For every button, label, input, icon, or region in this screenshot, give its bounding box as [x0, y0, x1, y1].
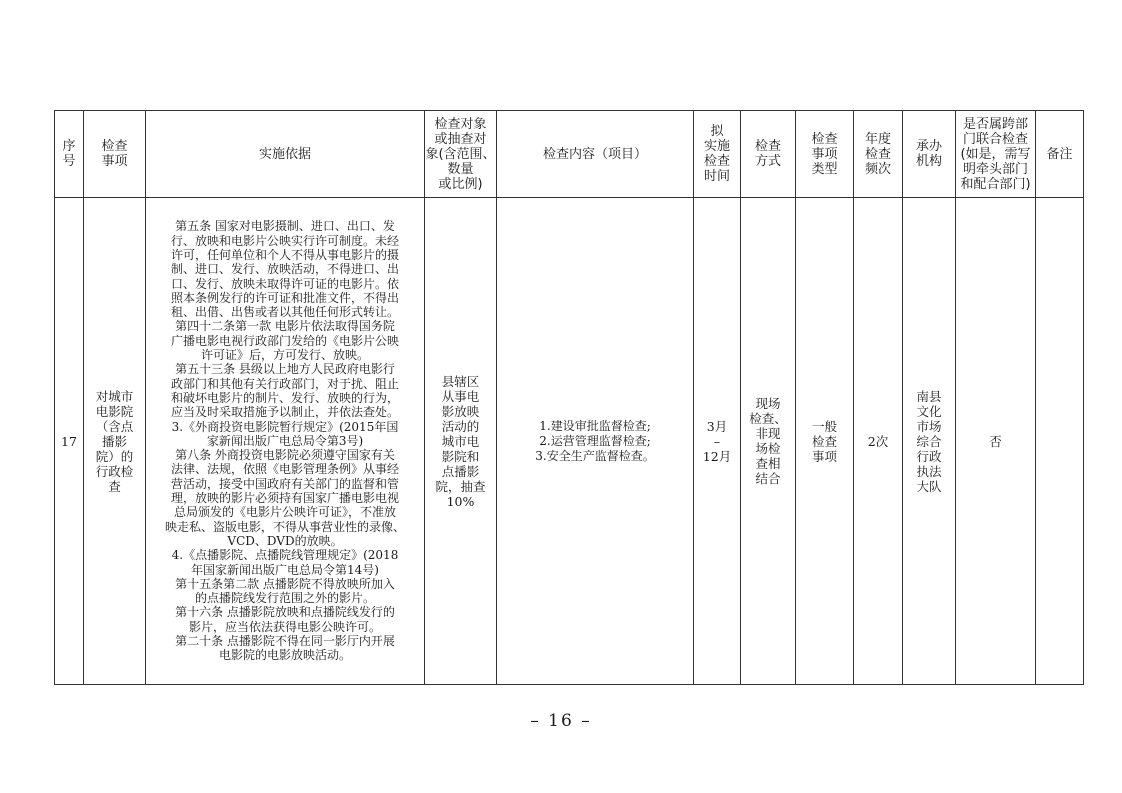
inspection-table	[54, 110, 1084, 685]
basis-paragraph: 4.《点播影院、点播院线管理规定》(2018 年国家新闻出版广电总局令第14号)	[171, 548, 399, 577]
cell-time: 3月 – 12月	[694, 198, 741, 685]
cell-type: 一般 检查 事项	[796, 198, 854, 685]
cell-target: 县辖区 从事电 影放映 活动的 城市电 影院和 点播影 院，抽查 10%	[425, 198, 497, 685]
basis-paragraph: 第八条 外商投资电影院必须遵守国家有关 法律、法规，依照《电影管理条例》从事经 营活动，接受中国政府有关部门的监督和管 理，放映的影片必须持有国家广播电影电视 总局颁发的《电影片公映许可证》，不准放 映走私、盗版电影，不得从事营业性的录像、 VCD、DVD的放映。	[164, 448, 405, 548]
cell-org: 南县 文化 市场 综合 行政 执法 大队	[903, 198, 956, 685]
cell-basis	[146, 198, 425, 685]
basis-paragraph: 第五条 国家对电影摄制、进口、出口、发 行、放映和电影片公映实行许可制度。未经 许可，任何单位和个人不得从事电影片的摄 制、进口、发行、放映活动，不得进口、出 口、发行、放映未取得许可证的电影片。依 照本条例发行的许可证和批准文件，不得出 租、出借、出售或者以其他任何形式转让。	[170, 219, 399, 320]
cell-cross: 否	[956, 198, 1036, 685]
header-type: 检查 事项 类型	[796, 111, 854, 198]
header-target: 检查对象 或抽查对 象(含范围、 数量 或比例)	[425, 111, 497, 198]
table-row	[55, 198, 1084, 685]
basis-paragraph: 第十五条第二款 点播影院不得放映所加入 的点播院线发行范围之外的影片。	[175, 576, 395, 606]
header-time: 拟 实施 检查 时间	[694, 111, 741, 198]
basis-paragraph: 第十六条 点播影院放映和点播院线发行的 影片，应当依法获得电影公映许可。	[175, 605, 395, 634]
cell-method: 现场 检查、 非现 场检 查相 结合	[741, 198, 796, 685]
header-row	[55, 111, 1084, 198]
header-method: 检查 方式	[741, 111, 796, 198]
cell-item: 对城市 电影院 （含点 播影 院）的 行政检 查	[84, 198, 146, 685]
header-content: 检查内容（项目）	[497, 111, 694, 198]
header-item: 检查 事项	[84, 111, 146, 198]
basis-paragraph: 第五十三条 县级以上地方人民政府电影行 政部门和其他有关行政部门，对于扰、阻止 和破坏电影片的制片、发行、放映的行为， 应当及时采取措施予以制止，并依法查处。	[170, 362, 399, 420]
page-number: – 16 –	[530, 711, 592, 731]
header-freq: 年度 检查 频次	[854, 111, 903, 198]
header-org: 承办 机构	[903, 111, 956, 198]
content-item: 2.运营管理监督检查;	[539, 433, 651, 448]
header-basis: 实施依据	[146, 111, 425, 198]
header-seq: 序 号	[55, 111, 84, 198]
content-item: 1.建设审批监督检查;	[539, 418, 651, 433]
cell-seq: 17	[55, 198, 84, 685]
content-item: 3.安全生产监督检查。	[535, 448, 655, 463]
cell-freq: 2次	[854, 198, 903, 685]
basis-paragraph: 3.《外商投资电影院暂行规定》(2015年国 家新闻出版广电总局令第3号)	[171, 419, 399, 448]
cell-note	[1036, 198, 1084, 685]
basis-paragraph: 第四十二条第一款 电影片依法取得国务院 广播电影电视行政部门发给的《电影片公映 许可证》后，方可发行、放映。	[170, 319, 399, 363]
header-cross: 是否属跨部 门联合检查 (如是，需写 明牵头部门 和配合部门)	[956, 111, 1036, 198]
basis-paragraph: 第二十条 点播影院不得在同一影厅内开展 电影院的电影放映活动。	[175, 634, 395, 663]
header-note: 备注	[1036, 111, 1084, 198]
cell-content	[497, 198, 694, 685]
